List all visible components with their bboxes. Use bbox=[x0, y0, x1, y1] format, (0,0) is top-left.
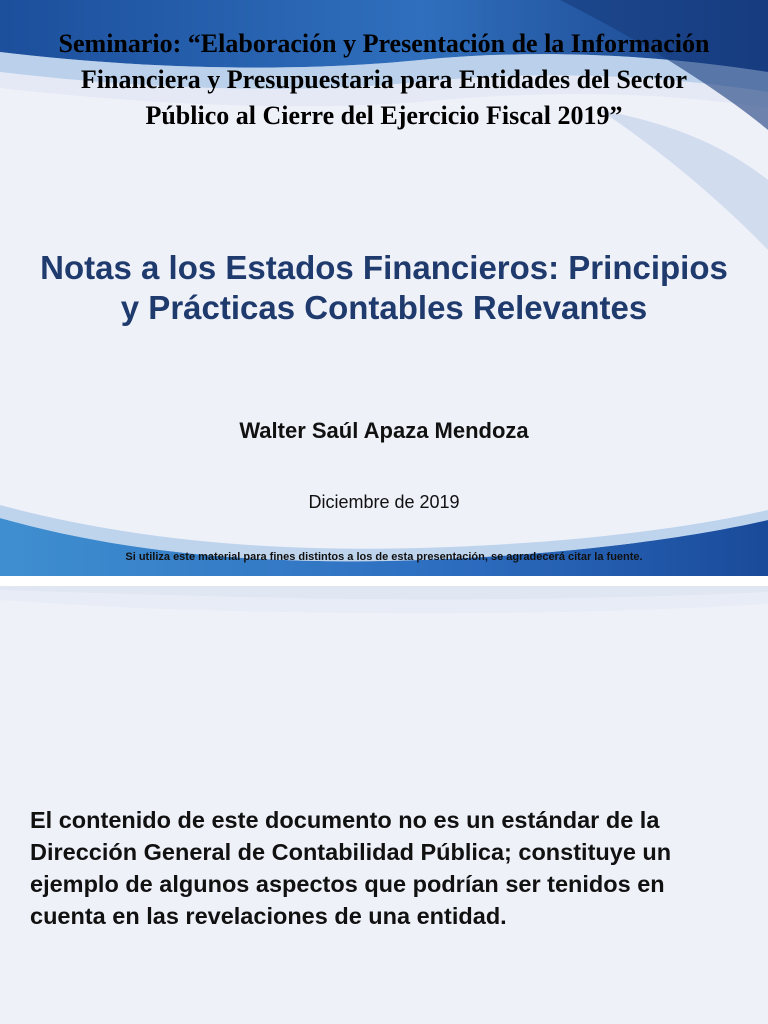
presentation-title bbox=[0, 248, 768, 328]
notice-slide bbox=[0, 586, 768, 1024]
seminar-title-line: Financiera y Presupuestaria para Entidades del Sector bbox=[80, 65, 688, 94]
notice-text-line: El contenido de este documento no es un estándar de la bbox=[30, 807, 660, 833]
notice-text bbox=[30, 804, 742, 932]
seminar-title-line: Público al Cierre del Ejercicio Fiscal 2019” bbox=[145, 101, 623, 130]
seminar-title-line: Seminario: “Elaboración y Presentación de la Información bbox=[58, 29, 710, 58]
seminar-title bbox=[0, 26, 768, 134]
presentation-title-line: y Prácticas Contables Relevantes bbox=[120, 289, 648, 326]
slide-separator bbox=[0, 576, 768, 586]
notice-text-line: Dirección General de Contabilidad Pública; constituye un bbox=[30, 839, 672, 865]
notice-text-line: cuenta en las revelaciones de una entidad. bbox=[30, 903, 507, 929]
notice-text-line: ejemplo de algunos aspectos que podrían ser tenidos en bbox=[30, 871, 665, 897]
author-name: Walter Saúl Apaza Mendoza bbox=[239, 418, 529, 443]
citation-disclaimer: Si utiliza este material para fines distintos a los de esta presentación, se agradecerá citar la fuente. bbox=[125, 551, 643, 563]
presentation-title-line: Notas a los Estados Financieros: Principios bbox=[40, 249, 728, 286]
presentation-date: Diciembre de 2019 bbox=[308, 492, 460, 512]
